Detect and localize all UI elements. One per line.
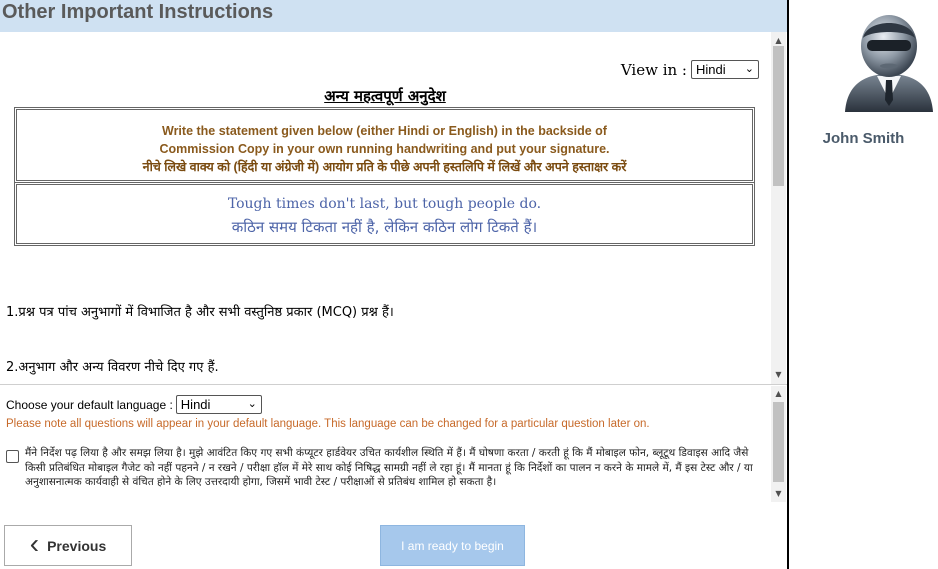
scroll-down-icon[interactable]: ▼ xyxy=(775,370,782,379)
statement-box xyxy=(14,182,755,246)
scrollbar-thumb[interactable] xyxy=(773,402,784,482)
scrollbar-thumb[interactable] xyxy=(773,46,784,186)
candidate-name: John Smith xyxy=(822,130,905,147)
chevron-down-icon: ⌄ xyxy=(744,63,754,75)
declaration-area xyxy=(6,446,764,505)
view-in-value: Hindi xyxy=(696,62,726,77)
default-language-row xyxy=(6,395,262,414)
instruction-point-1: 1.प्रश्न पत्र पांच अनुभागों में विभाजित है और सभी वस्तुनिष्ठ प्रकार (MCQ) प्रश्न हैं। xyxy=(6,305,394,320)
user-avatar-icon xyxy=(837,8,938,112)
box1-line-3: नीचे लिखे वाक्य को (हिंदी या अंग्रेजी में) आयोग प्रति के पीछे अपनी हस्तलिपि में लिखें और अपने हस्ताक्षर करें xyxy=(142,160,627,174)
page-title: Other Important Instructions xyxy=(0,0,787,32)
declaration-text: मैंने निर्देश पढ़ लिया है और समझ लिया है। मुझे आवंटित किए गए सभी कंप्यूटर हार्डवेयर उचित कार्यशील स्थिति में हैं। मैं घोषणा करता / करती हूं कि मैं मोबाइल फोन, ब्लूटूथ डिवाइस आदि जैसे किसी प्रतिबंधित मोबाइल गैजेट को नहीं पहनने / न रखने / परीक्षा हॉल में मेरे साथ कोई निषिद्ध सामग्री नहीं ले रहा हूं। मैं मानता हूं कि निर्देशों का पालन न करने के मामले में, मैं इस टेस्ट और / या अनुशासनात्मक कार्यवाही से वंचित होने के लिए उत्तरदायी होगा, जिसमें भावी टेस्ट / परीक्षाओं से प्रतिबंध शामिल हो सकता है। xyxy=(25,447,753,488)
section-divider xyxy=(0,384,787,385)
statement-english: Tough times don't last, but tough people do. xyxy=(227,196,542,212)
language-note: Please note all questions will appear in your default language. This language can be changed for a particular question later on. xyxy=(6,418,650,430)
signature-instruction-box xyxy=(14,107,755,183)
previous-button-label: Previous xyxy=(47,537,107,554)
box1-line-1: Write the statement given below (either Hindi or English) in the backside of xyxy=(162,124,607,138)
statement-hindi: कठिन समय टिकता नहीं है, लेकिन कठिन लोग टिकते हैं। xyxy=(231,218,538,236)
instructions-scroll-area[interactable] xyxy=(0,32,787,384)
chevron-left-icon: ‹ xyxy=(29,527,40,559)
chevron-down-icon: ⌄ xyxy=(247,398,257,410)
view-in-select[interactable] xyxy=(691,60,759,79)
view-in-label: View in : xyxy=(620,60,687,79)
scroll-up-icon[interactable]: ▲ xyxy=(775,36,782,45)
candidate-panel xyxy=(789,0,938,569)
previous-button[interactable] xyxy=(4,525,132,566)
instruction-point-2: 2.अनुभाग और अन्य विवरण नीचे दिए गए हैं. xyxy=(6,360,219,375)
declaration-scrollbar[interactable] xyxy=(771,386,786,502)
default-language-select[interactable] xyxy=(176,395,262,414)
default-language-label: Choose your default language : xyxy=(6,397,173,412)
box1-line-2: Commission Copy in your own running handwriting and put your signature. xyxy=(159,142,610,156)
declaration-checkbox[interactable] xyxy=(6,450,19,463)
ready-to-begin-button[interactable] xyxy=(380,525,525,566)
ready-button-label: I am ready to begin xyxy=(401,538,504,553)
view-in-control xyxy=(621,60,759,79)
scroll-up-icon[interactable]: ▲ xyxy=(775,389,782,398)
scroll-down-icon[interactable]: ▼ xyxy=(775,489,782,498)
instructions-scrollbar[interactable] xyxy=(771,32,786,384)
instructions-title: अन्य महत्वपूर्ण अनुदेश xyxy=(324,87,446,105)
default-language-value: Hindi xyxy=(180,397,211,412)
